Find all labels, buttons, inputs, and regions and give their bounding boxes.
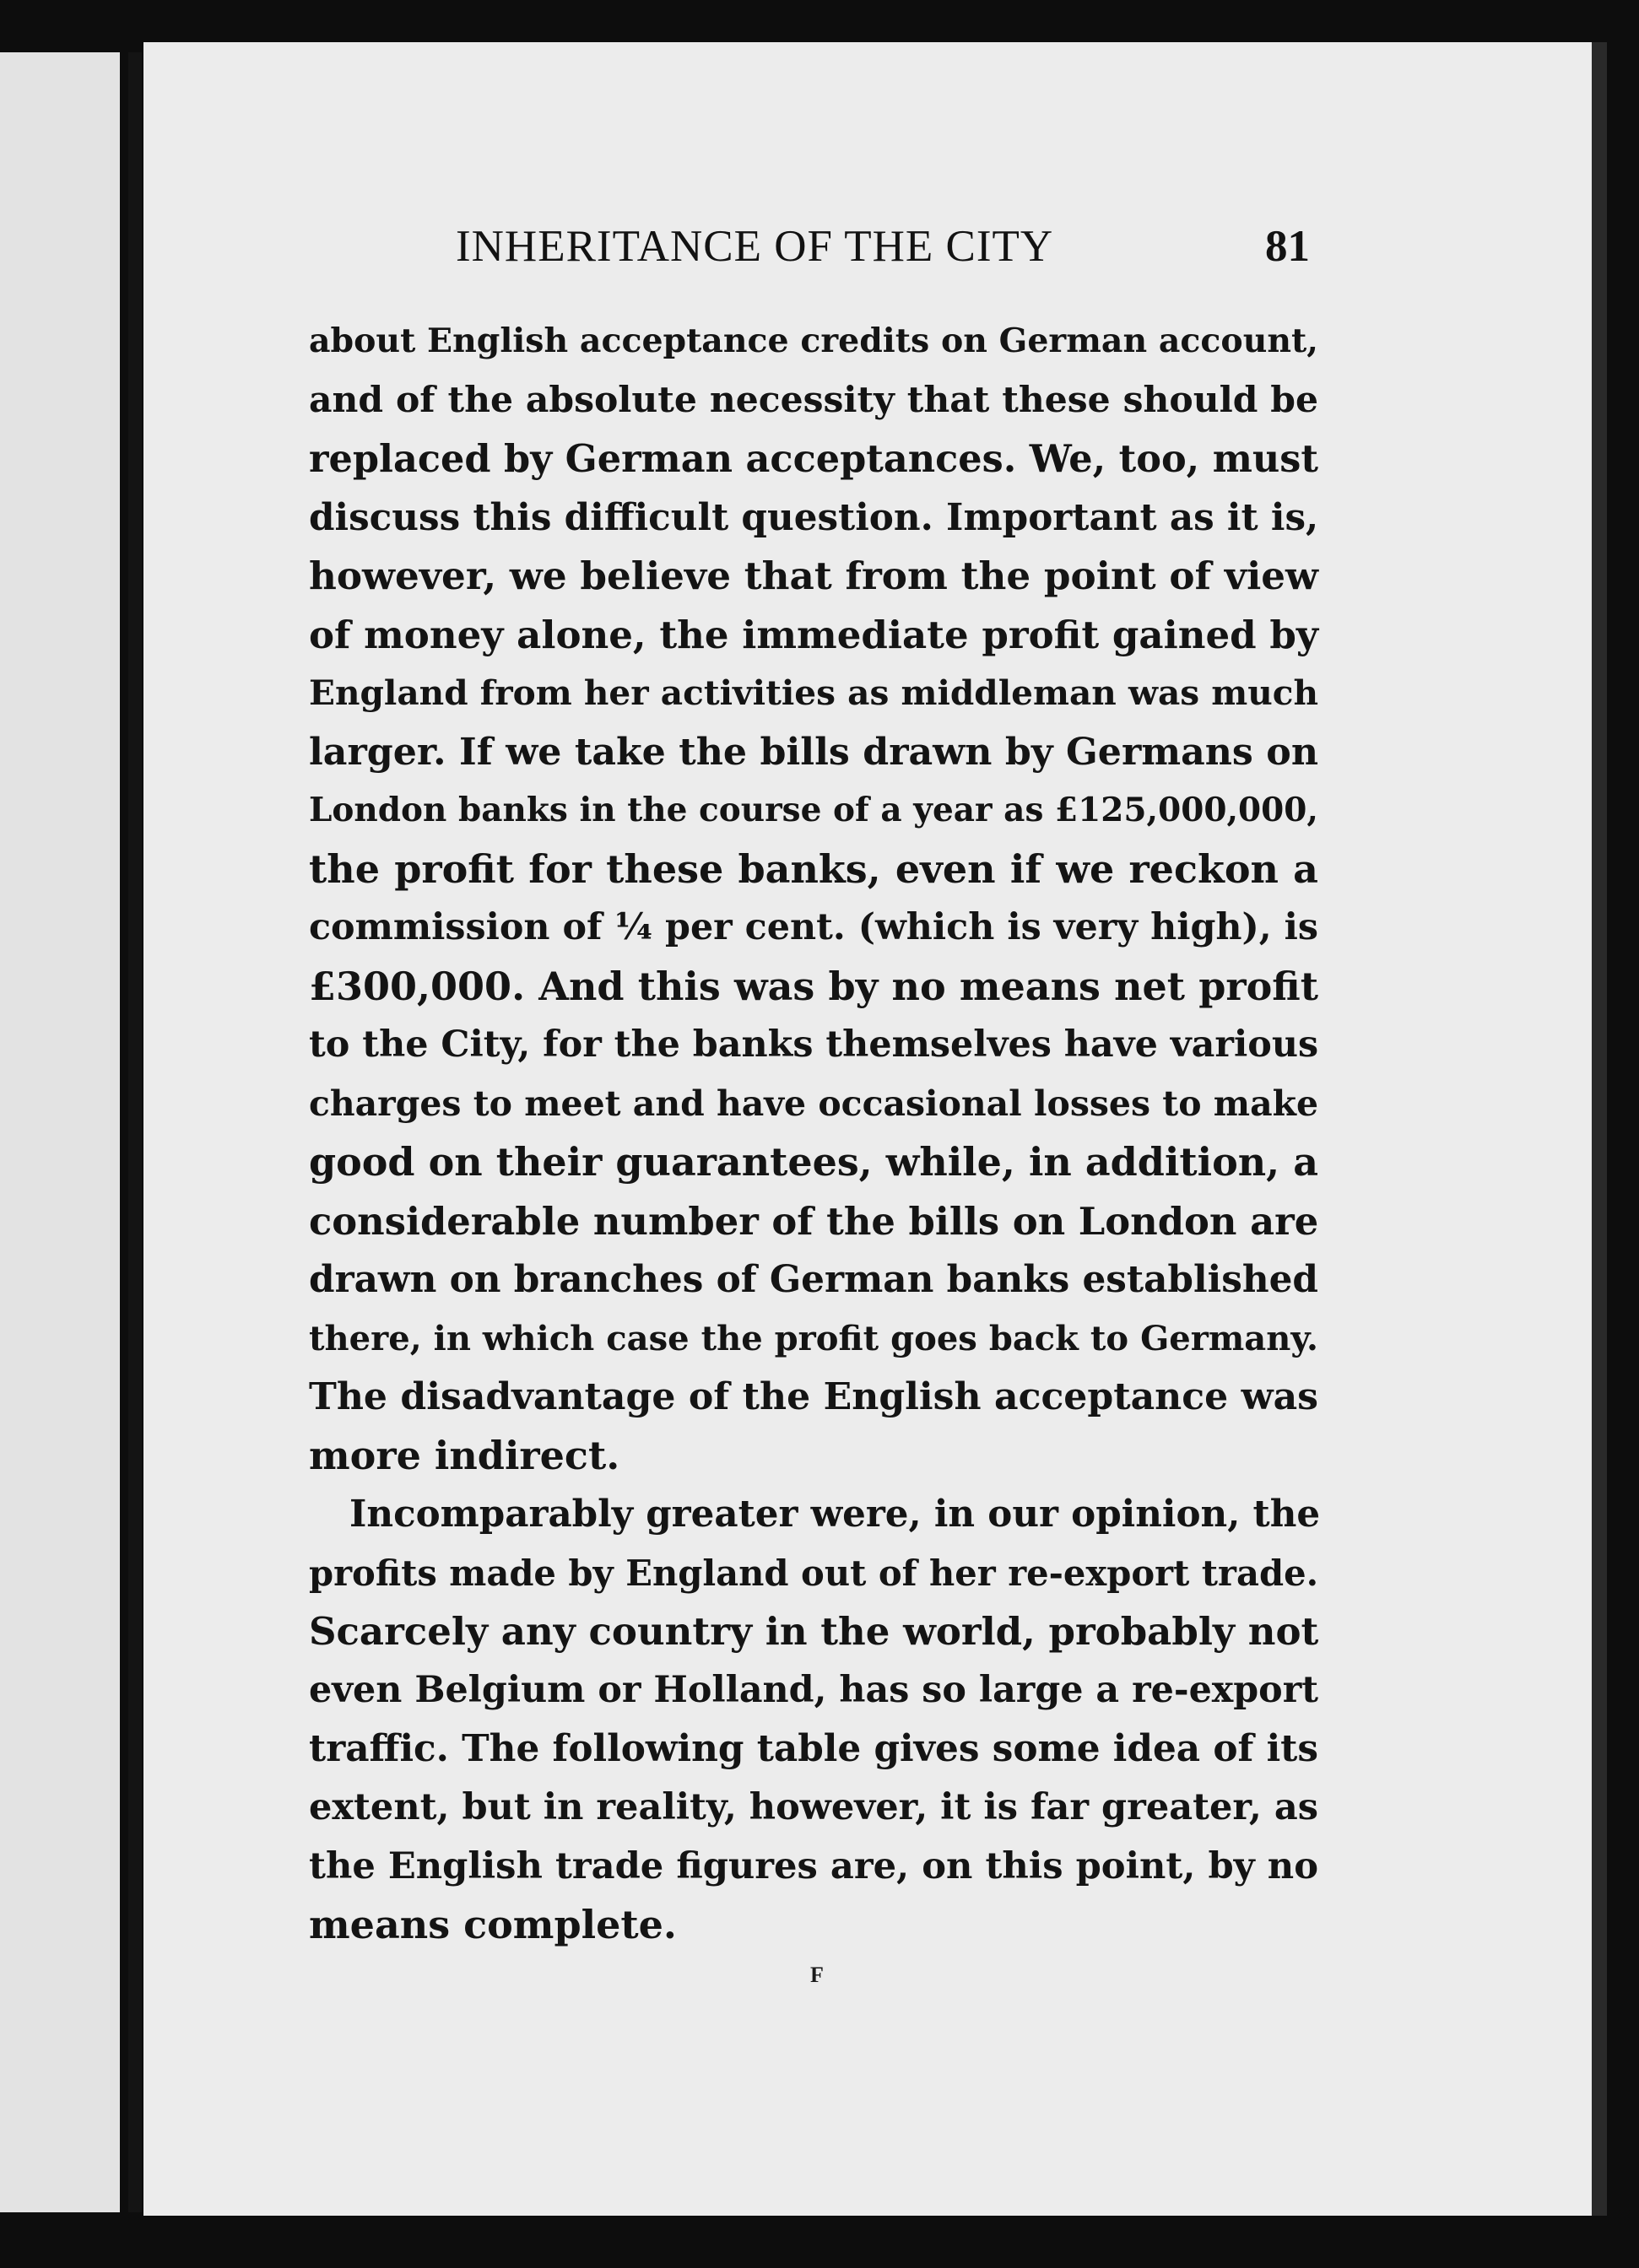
text-line: discuss this difficult question. Important as it is,: [309, 495, 1319, 539]
text-line: England from her activities as middleman was much: [309, 672, 1319, 713]
page-edge-shadow: [1592, 42, 1607, 2216]
running-head: [312, 221, 1318, 280]
text-line: the English trade figures are, on this point, by no: [309, 1844, 1318, 1887]
text-line: London banks in the course of a year as £125,000,000,: [309, 791, 1318, 829]
text-line: even Belgium or Holland, has so large a re-export: [309, 1668, 1318, 1711]
text-line: replaced by German acceptances. We, too, must: [309, 436, 1318, 481]
text-line: and of the absolute necessity that these should be: [309, 378, 1318, 421]
text-line: to the City, for the banks themselves have various: [309, 1023, 1319, 1066]
text-line: Scarcely any country in the world, probably not: [309, 1609, 1319, 1654]
signature-mark: F: [810, 1963, 824, 1987]
text-line: larger. If we take the bills drawn by Germans on: [309, 729, 1318, 774]
text-line: the profit for these banks, even if we reckon a: [309, 845, 1318, 892]
paragraph: [309, 312, 1318, 1485]
running-head-title: INHERITANCE OF THE CITY: [456, 222, 1054, 271]
text-line: means complete.: [309, 1901, 677, 1947]
text-line: about English acceptance credits on German account,: [309, 321, 1318, 360]
text-line: considerable number of the bills on London are: [309, 1198, 1319, 1244]
text-line: commission of ¼ per cent. (which is very high), is: [309, 906, 1318, 948]
text-line: however, we believe that from the point of view: [309, 554, 1318, 598]
text-line: £300,000. And this was by no means net profit: [309, 963, 1318, 1009]
binding-gutter: [128, 52, 142, 2212]
left-page-margin: [0, 52, 120, 2212]
text-line: profits made by England out of her re-export trade.: [309, 1552, 1319, 1594]
text-line: The disadvantage of the English acceptance was: [309, 1375, 1318, 1418]
text-line: extent, but in reality, however, it is far greater, as: [309, 1785, 1319, 1828]
text-line: of money alone, the immediate profit gained by: [309, 612, 1318, 657]
text-line: Incomparably greater were, in our opinion, the: [349, 1493, 1321, 1536]
body-text: [309, 312, 1321, 1954]
text-line: good on their guarantees, while, in addition, a: [309, 1139, 1318, 1185]
page-number: 81: [1265, 222, 1310, 271]
text-line: there, in which case the profit goes back to Germany.: [309, 1318, 1318, 1358]
text-line: traffic. The following table gives some idea of its: [309, 1727, 1318, 1770]
text-line: charges to meet and have occasional losses to make: [309, 1083, 1318, 1124]
paragraph: [309, 1485, 1321, 1954]
text-line: more indirect.: [309, 1432, 620, 1478]
text-line: drawn on branches of German banks established: [309, 1258, 1318, 1301]
